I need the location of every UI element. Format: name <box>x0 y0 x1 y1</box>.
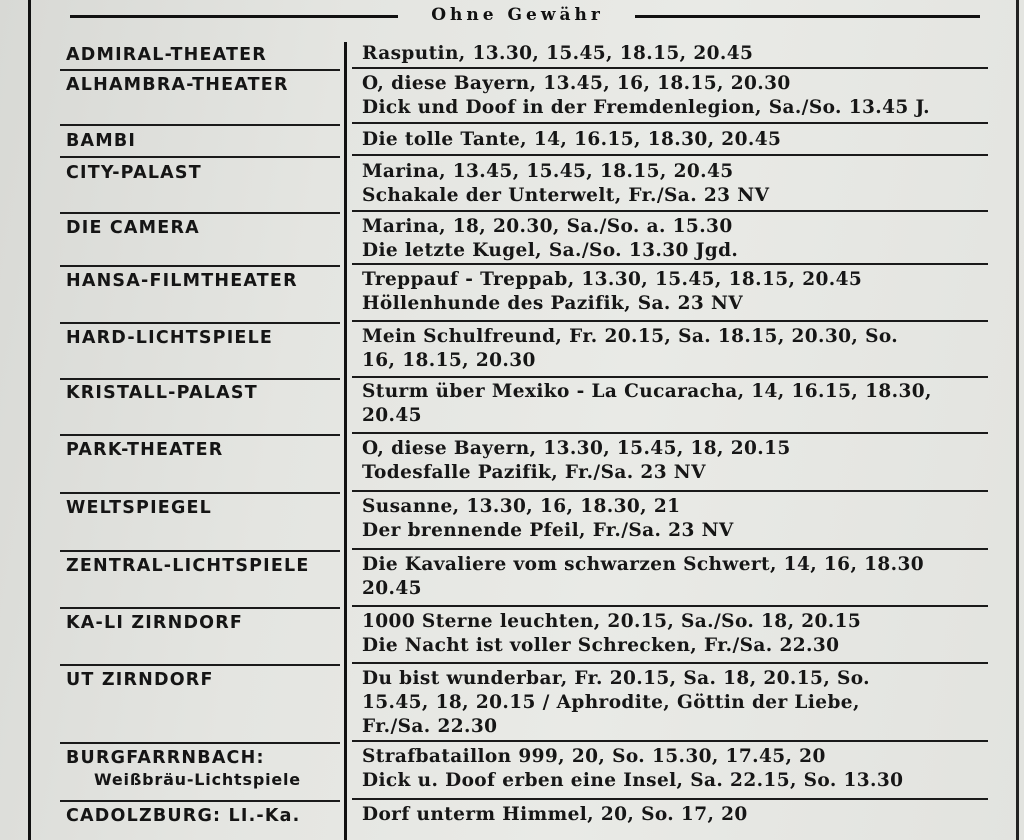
theater-name <box>66 162 336 184</box>
row-separator-left <box>60 212 340 214</box>
film-program <box>362 380 1002 428</box>
film-showtime-line: Dick und Doof in der Fremdenlegion, Sa./So. 13.45 J. <box>362 97 931 118</box>
theater-subname: Weißbräu-Lichtspiele <box>94 770 301 789</box>
film-showtime-line: Die Kavaliere vom schwarzen Schwert, 14, 16, 18.30 <box>362 554 925 575</box>
theater-name <box>66 805 336 827</box>
film-showtime-line: O, diese Bayern, 13.30, 15.45, 18, 20.15 <box>362 438 791 459</box>
theater-name-text: CITY-PALAST <box>66 163 202 183</box>
header-rule-right <box>635 15 980 18</box>
theater-name <box>66 217 336 239</box>
row-separator-right <box>352 490 988 492</box>
row-separator-left <box>60 800 340 802</box>
film-program <box>362 745 1002 793</box>
row-separator-left <box>60 265 340 267</box>
right-border-line <box>1016 0 1019 840</box>
row-separator-left <box>60 124 340 126</box>
film-program <box>362 72 1002 120</box>
film-program <box>362 667 1002 739</box>
theater-name-text: ALHAMBRA-THEATER <box>66 75 289 95</box>
row-separator-right <box>352 605 988 607</box>
row-separator-left <box>60 322 340 324</box>
film-showtime-line: 15.45, 18, 20.15 / Aphrodite, Göttin der Liebe, <box>362 692 860 713</box>
film-showtime-line: 16, 18.15, 20.30 <box>362 350 536 371</box>
row-separator-left <box>60 607 340 609</box>
film-showtime-line: Rasputin, 13.30, 15.45, 18.15, 20.45 <box>362 43 754 64</box>
film-program <box>362 803 1002 827</box>
row-separator-right <box>352 210 988 212</box>
theater-name-text: HARD-LICHTSPIELE <box>66 328 274 348</box>
film-program <box>362 325 1002 373</box>
theater-name-text: BAMBI <box>66 131 137 151</box>
theater-name-text: DIE CAMERA <box>66 218 200 238</box>
row-separator-right <box>352 662 988 664</box>
theater-name <box>66 270 336 292</box>
theater-name <box>66 130 336 152</box>
film-program <box>362 610 1002 658</box>
film-program <box>362 268 1002 316</box>
film-showtime-line: Die tolle Tante, 14, 16.15, 18.30, 20.45 <box>362 129 782 150</box>
row-separator-left <box>60 550 340 552</box>
theater-name <box>66 74 336 96</box>
theater-name-text: PARK-THEATER <box>66 440 224 460</box>
film-showtime-line: 1000 Sterne leuchten, 20.15, Sa./So. 18, 20.15 <box>362 611 862 632</box>
row-separator-right <box>352 376 988 378</box>
row-separator-right <box>352 154 988 156</box>
film-showtime-line: Du bist wunderbar, Fr. 20.15, Sa. 18, 20.15, So. <box>362 668 871 689</box>
row-separator-right <box>352 432 988 434</box>
theater-name-text: CADOLZBURG: LI.-Ka. <box>66 806 301 826</box>
row-separator-right <box>352 548 988 550</box>
theater-name-text: UT ZIRNDORF <box>66 670 214 690</box>
theater-name <box>66 669 336 691</box>
theater-name <box>66 327 336 349</box>
film-showtime-line: Dick u. Doof erben eine Insel, Sa. 22.15, So. 13.30 <box>362 770 904 791</box>
film-showtime-line: 20.45 <box>362 405 422 426</box>
theater-name-text: KA-LI ZIRNDORF <box>66 613 244 633</box>
row-separator-right <box>352 320 988 322</box>
row-separator-right <box>352 263 988 265</box>
theater-name-text: WELTSPIEGEL <box>66 498 213 518</box>
film-showtime-line: Sturm über Mexiko - La Cucaracha, 14, 16.15, 18.30, <box>362 381 932 402</box>
theater-name <box>66 555 336 577</box>
row-separator-left <box>60 742 340 744</box>
film-program <box>362 553 1002 601</box>
film-program <box>362 42 1002 66</box>
row-separator-left <box>60 156 340 158</box>
row-separator-left <box>60 378 340 380</box>
theater-name <box>66 439 336 461</box>
film-showtime-line: Mein Schulfreund, Fr. 20.15, Sa. 18.15, 20.30, So. <box>362 326 899 347</box>
theater-name-text: ADMIRAL-THEATER <box>66 45 267 65</box>
theater-name <box>66 612 336 634</box>
film-showtime-line: Treppauf - Treppab, 13.30, 15.45, 18.15, 20.45 <box>362 269 863 290</box>
theater-name-text: KRISTALL-PALAST <box>66 383 258 403</box>
row-separator-left <box>60 69 340 71</box>
film-showtime-line: Die Nacht ist voller Schrecken, Fr./Sa. 22.30 <box>362 635 840 656</box>
row-separator-left <box>60 434 340 436</box>
film-showtime-line: Dorf unterm Himmel, 20, So. 17, 20 <box>362 804 748 825</box>
header-rule-left <box>70 15 398 18</box>
row-separator-left <box>60 664 340 666</box>
row-separator-right <box>352 67 988 69</box>
film-showtime-line: Susanne, 13.30, 16, 18.30, 21 <box>362 496 681 517</box>
theater-name-text: ZENTRAL-LICHTSPIELE <box>66 556 310 576</box>
row-separator-left <box>60 492 340 494</box>
film-program <box>362 160 1002 208</box>
left-border-line <box>28 0 31 840</box>
header-disclaimer: Ohne Gewähr <box>431 5 604 25</box>
column-divider <box>344 42 347 840</box>
theater-name <box>66 747 336 791</box>
film-showtime-line: 20.45 <box>362 578 422 599</box>
film-showtime-line: O, diese Bayern, 13.45, 16, 18.15, 20.30 <box>362 73 791 94</box>
row-separator-right <box>352 798 988 800</box>
theater-name-text: BURGFARRNBACH: <box>66 748 265 768</box>
film-program <box>362 128 1002 152</box>
film-showtime-line: Die letzte Kugel, Sa./So. 13.30 Jgd. <box>362 240 739 261</box>
film-program <box>362 495 1002 543</box>
theater-name <box>66 382 336 404</box>
film-showtime-line: Schakale der Unterwelt, Fr./Sa. 23 NV <box>362 185 770 206</box>
film-showtime-line: Marina, 18, 20.30, Sa./So. a. 15.30 <box>362 216 733 237</box>
film-program <box>362 215 1002 263</box>
film-showtime-line: Todesfalle Pazifik, Fr./Sa. 23 NV <box>362 462 706 483</box>
film-showtime-line: Der brennende Pfeil, Fr./Sa. 23 NV <box>362 520 734 541</box>
row-separator-right <box>352 122 988 124</box>
theater-name <box>66 497 336 519</box>
film-program <box>362 437 1002 485</box>
film-showtime-line: Höllenhunde des Pazifik, Sa. 23 NV <box>362 293 744 314</box>
theater-name <box>66 44 336 66</box>
theater-name-text: HANSA-FILMTHEATER <box>66 271 298 291</box>
row-separator-right <box>352 740 988 742</box>
film-showtime-line: Marina, 13.45, 15.45, 18.15, 20.45 <box>362 161 734 182</box>
film-showtime-line: Strafbataillon 999, 20, So. 15.30, 17.45, 20 <box>362 746 826 767</box>
film-showtime-line: Fr./Sa. 22.30 <box>362 716 498 737</box>
